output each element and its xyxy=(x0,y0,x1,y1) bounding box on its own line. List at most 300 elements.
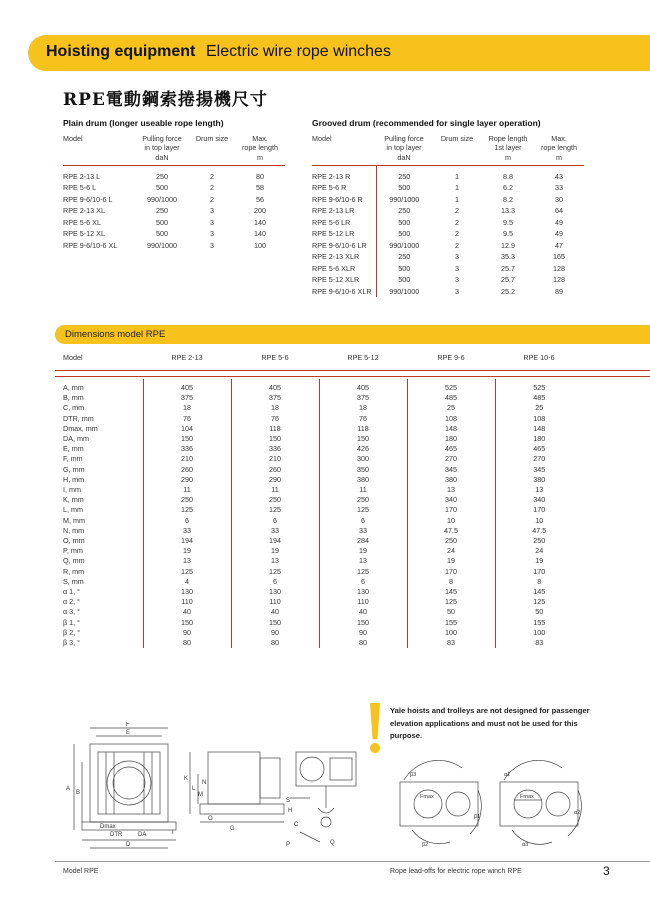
col-header: RPE 2-13 xyxy=(171,353,203,362)
table-cell: 24 xyxy=(535,546,544,556)
table-cell: RPE 9-6/10-6 XL xyxy=(63,240,118,250)
table-cell: E, mm xyxy=(63,444,143,454)
table-cell: RPE 9-6/10-6 L xyxy=(63,194,113,204)
table-row xyxy=(63,205,285,217)
table-cell: RPE 5-6 L xyxy=(63,183,97,193)
table-cell: C, mm xyxy=(63,403,143,413)
table-row xyxy=(63,597,583,607)
table-row xyxy=(63,444,583,454)
table-cell: 140 xyxy=(254,217,266,227)
table-cell: 83 xyxy=(407,638,495,648)
table-cell: 10 xyxy=(535,515,544,525)
col-header: RPE 5-6 xyxy=(261,353,289,362)
table-cell: B, mm xyxy=(63,393,143,403)
table-cell: 170 xyxy=(533,566,546,576)
table-cell: 345 xyxy=(533,464,546,474)
table-cell: 9.5 xyxy=(503,217,513,227)
table-cell: 1 xyxy=(455,171,459,181)
col-header: Model xyxy=(63,134,135,165)
table-cell: 500 xyxy=(398,229,411,239)
table-cell: 40 xyxy=(231,607,319,617)
page-number: 3 xyxy=(603,864,610,878)
table-row xyxy=(63,240,285,252)
table-cell: 375 xyxy=(231,393,319,403)
table-cell: β 3, ° xyxy=(63,638,143,648)
footer-left-caption: Model RPE xyxy=(63,868,99,875)
table-cell: 30 xyxy=(555,194,563,204)
table-cell: RPE 2-13 R xyxy=(312,165,376,182)
table-cell: 375 xyxy=(319,393,407,403)
table-cell: 194 xyxy=(143,536,231,546)
table-cell: 290 xyxy=(231,475,319,485)
table-cell: 2 xyxy=(210,171,214,181)
table-row xyxy=(312,263,584,275)
table-row xyxy=(63,403,583,413)
table-cell: 150 xyxy=(143,434,231,444)
leadoff-label-alpha1: α1 xyxy=(504,772,511,778)
table-cell: 210 xyxy=(231,454,319,464)
col-header: RPE 10-6 xyxy=(523,353,555,362)
table-cell: G, mm xyxy=(63,465,143,475)
table-cell: 33 xyxy=(319,526,407,536)
table-cell: 47 xyxy=(555,240,563,250)
chinese-title: RPE電動鋼索捲揚機尺寸 xyxy=(63,90,268,110)
drawing-label-o: O xyxy=(208,816,213,822)
table-cell: 145 xyxy=(533,587,546,597)
table-cell: 465 xyxy=(407,444,495,454)
footer-right-caption: Rope lead-offs for electric rope winch RPE xyxy=(390,868,522,875)
table-cell: 500 xyxy=(398,217,411,227)
table-cell: 8 xyxy=(407,577,495,587)
table-cell: 125 xyxy=(143,505,231,515)
table-cell: 49 xyxy=(555,217,563,227)
col-header: Drum size xyxy=(432,134,482,165)
table-cell: 13.3 xyxy=(501,206,515,216)
table-cell: 125 xyxy=(319,505,407,515)
table-cell: DTR, mm xyxy=(63,414,143,424)
table-cell: 150 xyxy=(231,618,319,628)
table-row xyxy=(63,424,583,434)
table-cell: S, mm xyxy=(63,577,143,587)
table-cell: 260 xyxy=(231,465,319,475)
table-cell: 83 xyxy=(535,638,544,648)
table-row xyxy=(312,228,584,240)
drawing-label-n: N xyxy=(202,780,207,786)
table-cell: 250 xyxy=(156,171,168,181)
table-cell: 9.5 xyxy=(503,229,513,239)
table-row xyxy=(312,205,584,217)
table-cell: 19 xyxy=(231,546,319,556)
col-header: Max. rope length m xyxy=(235,134,285,165)
table-cell: 250 xyxy=(143,495,231,505)
table-cell: 290 xyxy=(143,475,231,485)
dimensions-header-rule-2 xyxy=(55,376,650,377)
table-cell: 380 xyxy=(533,474,546,484)
table-cell: M, mm xyxy=(63,516,143,526)
table-cell: 13 xyxy=(319,556,407,566)
table-row xyxy=(63,485,583,495)
table-cell: RPE 5-6 LR xyxy=(312,217,376,229)
table-cell: 35.3 xyxy=(501,252,515,262)
table-cell: 128 xyxy=(553,263,565,273)
table-cell: 155 xyxy=(407,618,495,628)
table-cell: 3 xyxy=(210,217,214,227)
table-cell: 194 xyxy=(231,536,319,546)
table-cell: 50 xyxy=(407,607,495,617)
table-row xyxy=(63,556,583,566)
table-cell: 118 xyxy=(231,424,319,434)
table-cell: 76 xyxy=(231,414,319,424)
table-row xyxy=(63,379,583,393)
table-row xyxy=(312,194,584,206)
table-row xyxy=(312,240,584,252)
leadoff-label-fmax-2: Fmax xyxy=(520,794,534,800)
table-row xyxy=(312,274,584,286)
table-cell: 3 xyxy=(455,275,459,285)
table-cell: RPE 5-6 XLR xyxy=(312,263,376,275)
table-cell: 47.5 xyxy=(532,525,547,535)
table-cell: 500 xyxy=(398,263,411,273)
warning-text: Yale hoists and trolleys are not designed for passenger elevation applications and must not be used for this purpose. xyxy=(390,706,590,740)
table-row xyxy=(63,577,583,587)
table-cell: 1 xyxy=(455,183,459,193)
footer-rule xyxy=(55,861,650,862)
table-cell: 110 xyxy=(319,597,407,607)
table-cell: P, mm xyxy=(63,546,143,556)
table-row xyxy=(312,286,584,298)
table-cell: 100 xyxy=(407,628,495,638)
table-cell: 6 xyxy=(231,516,319,526)
table-cell: 100 xyxy=(254,240,266,250)
table-row xyxy=(63,546,583,556)
drawing-label-d: D xyxy=(126,842,131,848)
table-cell: 40 xyxy=(319,607,407,617)
table-row xyxy=(63,182,285,194)
drawing-label-g: G xyxy=(230,826,235,832)
table-cell: 2 xyxy=(210,194,214,204)
leadoff-label-alpha3: α3 xyxy=(522,842,529,848)
table-cell: Dmax, mm xyxy=(63,424,143,434)
table-cell: I, mm xyxy=(63,485,143,495)
table-cell: 2 xyxy=(455,240,459,250)
table-cell: 170 xyxy=(407,505,495,515)
table-cell: RPE 5-6 XL xyxy=(63,217,101,227)
leadoff-label-beta2: β2 xyxy=(422,842,429,848)
header-subtitle: Electric wire rope winches xyxy=(206,43,391,60)
table-cell: 80 xyxy=(256,171,264,181)
drawing-label-h: H xyxy=(288,808,293,814)
table-cell: 380 xyxy=(319,475,407,485)
table-cell: 13 xyxy=(407,485,495,495)
table-row xyxy=(63,465,583,475)
col-header: Pulling force in top layer daN xyxy=(135,134,189,165)
table-cell: 270 xyxy=(533,454,546,464)
table-cell: 24 xyxy=(407,546,495,556)
table-cell: 2 xyxy=(455,206,459,216)
table-cell: 76 xyxy=(319,414,407,424)
table-cell: 180 xyxy=(533,434,546,444)
leadoff-label-beta3: β3 xyxy=(410,772,417,778)
table-cell: 125 xyxy=(231,505,319,515)
table-cell: 8 xyxy=(537,576,542,586)
table-cell: 19 xyxy=(319,546,407,556)
drawing-label-p: P xyxy=(286,842,291,848)
table-cell: RPE 5-12 XLR xyxy=(312,274,376,286)
table-cell: 110 xyxy=(143,597,231,607)
table-cell: α 2, ° xyxy=(63,597,143,607)
table-cell: 340 xyxy=(533,495,546,505)
drawing-label-l: L xyxy=(192,786,196,792)
table-cell: α 1, ° xyxy=(63,587,143,597)
table-cell: 8.8 xyxy=(503,171,513,181)
table-cell: 350 xyxy=(319,465,407,475)
table-cell: 525 xyxy=(407,379,495,393)
table-cell: 165 xyxy=(553,252,565,262)
table-cell: 990/1000 xyxy=(389,240,420,250)
table-cell: 8.2 xyxy=(503,194,513,204)
table-cell: 80 xyxy=(319,638,407,648)
table-row xyxy=(63,628,583,638)
col-header: RPE 5-12 xyxy=(347,353,379,362)
table-cell: 90 xyxy=(231,628,319,638)
table-row xyxy=(63,495,583,505)
table-cell: 380 xyxy=(407,475,495,485)
table-cell: 58 xyxy=(256,183,264,193)
table-cell: 11 xyxy=(231,485,319,495)
table-cell: 19 xyxy=(407,556,495,566)
col-header: Max. rope length m xyxy=(534,134,584,165)
table-cell: 33 xyxy=(555,183,563,193)
table-cell: 2 xyxy=(455,217,459,227)
table-cell: 150 xyxy=(319,434,407,444)
table-cell: β 2, ° xyxy=(63,628,143,638)
table-cell: 485 xyxy=(533,393,546,403)
table-cell: 47.5 xyxy=(407,526,495,536)
table-row xyxy=(312,251,584,263)
table-cell: Q, mm xyxy=(63,556,143,566)
table-row xyxy=(63,434,583,444)
table-cell: 375 xyxy=(143,393,231,403)
table-cell: 25.2 xyxy=(501,286,515,296)
header-band xyxy=(28,35,650,71)
col-header: Drum size xyxy=(189,134,235,165)
table-cell: 33 xyxy=(231,526,319,536)
col-header: RPE 9-6 xyxy=(437,353,465,362)
grooved-drum-table xyxy=(312,134,584,297)
table-cell: 990/1000 xyxy=(389,194,420,204)
table-cell: 340 xyxy=(407,495,495,505)
table-row xyxy=(63,638,583,648)
table-cell: 13 xyxy=(535,485,544,495)
table-cell: 100 xyxy=(533,627,546,637)
table-cell: 64 xyxy=(555,206,563,216)
table-row xyxy=(63,194,285,206)
table-cell: 56 xyxy=(256,194,264,204)
table-row xyxy=(63,536,583,546)
table-cell: 300 xyxy=(319,454,407,464)
table-cell: RPE 9-6/10-6 LR xyxy=(312,240,376,252)
dimensions-table xyxy=(63,353,583,648)
table-cell: 6.2 xyxy=(503,183,513,193)
table-cell: 125 xyxy=(407,597,495,607)
table-cell: 6 xyxy=(231,577,319,587)
table-cell: 990/1000 xyxy=(147,240,177,250)
table-row xyxy=(63,526,583,536)
table-cell: 148 xyxy=(533,423,546,433)
table-cell: 4 xyxy=(143,577,231,587)
table-cell: 405 xyxy=(319,379,407,393)
table-row xyxy=(63,393,583,403)
table-cell: 345 xyxy=(407,465,495,475)
table-cell: 155 xyxy=(533,617,546,627)
table-row xyxy=(63,587,583,597)
table-cell: R, mm xyxy=(63,567,143,577)
table-cell: 284 xyxy=(319,536,407,546)
table-cell: 118 xyxy=(319,424,407,434)
table-cell: 500 xyxy=(156,229,168,239)
drawing-label-k: K xyxy=(184,776,189,782)
table-cell: 250 xyxy=(319,495,407,505)
table-cell: 140 xyxy=(254,229,266,239)
leadoff-label-fmax-1: Fmax xyxy=(420,794,434,800)
table-cell: 3 xyxy=(210,206,214,216)
drawing-label-c: C xyxy=(294,822,299,828)
table-cell: 6 xyxy=(319,577,407,587)
table-cell: 2 xyxy=(210,183,214,193)
table-cell: 170 xyxy=(533,505,546,515)
table-cell: 500 xyxy=(156,183,168,193)
table-cell: 405 xyxy=(143,379,231,393)
table-cell: 500 xyxy=(398,183,411,193)
table-row xyxy=(63,567,583,577)
table-cell: 13 xyxy=(143,556,231,566)
drawing-label-i: I xyxy=(172,830,174,836)
table-cell: 25.7 xyxy=(501,263,515,273)
table-row xyxy=(63,217,285,229)
dimensions-band xyxy=(55,325,650,344)
table-cell: N, mm xyxy=(63,526,143,536)
table-cell: 11 xyxy=(319,485,407,495)
col-header: Pulling force in top layer daN xyxy=(376,134,432,165)
leadoff-label-beta1: β1 xyxy=(474,814,481,820)
table-cell: 89 xyxy=(555,286,563,296)
rope-leadoff-drawing xyxy=(392,760,592,852)
table-cell: 10 xyxy=(407,516,495,526)
table-cell: RPE 2-13 XL xyxy=(63,206,105,216)
table-cell: 6 xyxy=(319,516,407,526)
table-cell: RPE 9-6/10-6 XLR xyxy=(312,286,376,298)
drawing-label-f: F xyxy=(126,722,130,728)
plain-drum-table xyxy=(63,134,285,251)
table-cell: 250 xyxy=(156,206,168,216)
table-cell: 80 xyxy=(231,638,319,648)
drawing-label-dtr: DTR xyxy=(110,832,123,838)
col-header: Model xyxy=(312,134,376,165)
table-cell: 170 xyxy=(407,567,495,577)
table-cell: 500 xyxy=(156,217,168,227)
table-cell: 3 xyxy=(455,252,459,262)
plain-drum-title: Plain drum (longer useable rope length) xyxy=(63,118,224,128)
table-cell: 250 xyxy=(398,252,411,262)
table-cell: α 3, ° xyxy=(63,607,143,617)
table-cell: 210 xyxy=(143,454,231,464)
dimensions-header-rule xyxy=(55,370,650,371)
table-cell: 150 xyxy=(319,618,407,628)
drawing-label-da: DA xyxy=(138,832,147,838)
drawing-label-m: M xyxy=(198,792,203,798)
table-cell: 43 xyxy=(555,171,563,181)
table-cell: RPE 5-12 XL xyxy=(63,229,105,239)
table-cell: 90 xyxy=(143,628,231,638)
table-cell: 260 xyxy=(143,465,231,475)
table-cell: 50 xyxy=(535,607,544,617)
table-cell: 80 xyxy=(143,638,231,648)
table-cell: 12.9 xyxy=(501,240,515,250)
table-row xyxy=(312,165,584,182)
col-header: Rope length 1st layer m xyxy=(482,134,534,165)
table-cell: 250 xyxy=(407,536,495,546)
table-row xyxy=(63,414,583,424)
table-cell: K, mm xyxy=(63,495,143,505)
table-cell: 250 xyxy=(231,495,319,505)
drawing-label-e: E xyxy=(126,730,131,736)
dimensions-title: Dimensions model RPE xyxy=(65,329,166,340)
table-cell: 250 xyxy=(533,536,546,546)
table-cell: L, mm xyxy=(63,505,143,515)
table-cell: 40 xyxy=(143,607,231,617)
table-row xyxy=(63,505,583,515)
table-cell: RPE 2-13 L xyxy=(63,171,101,181)
table-row xyxy=(63,454,583,464)
table-row xyxy=(63,516,583,526)
table-cell: 525 xyxy=(533,383,546,392)
table-cell: 3 xyxy=(455,263,459,273)
table-row xyxy=(63,165,285,182)
col-header: Model xyxy=(63,353,83,362)
header-title: Hoisting equipment xyxy=(46,43,196,60)
table-cell: 990/1000 xyxy=(389,286,420,296)
table-cell: 128 xyxy=(553,275,565,285)
table-cell: O, mm xyxy=(63,536,143,546)
table-cell: 200 xyxy=(254,206,266,216)
table-cell: 104 xyxy=(143,424,231,434)
table-cell: 76 xyxy=(143,414,231,424)
table-cell: 148 xyxy=(407,424,495,434)
table-row xyxy=(63,475,583,485)
drawing-label-dmax: Dmax xyxy=(100,824,116,830)
drawing-label-a: A xyxy=(66,786,71,792)
table-cell: 19 xyxy=(143,546,231,556)
table-row xyxy=(312,217,584,229)
table-cell: 145 xyxy=(407,587,495,597)
table-cell: 270 xyxy=(407,454,495,464)
table-cell: RPE 5-12 LR xyxy=(312,228,376,240)
table-cell: A, mm xyxy=(63,379,143,393)
grooved-drum-title: Grooved drum (recommended for single layer operation) xyxy=(312,118,541,128)
table-cell: 49 xyxy=(555,229,563,239)
table-cell: 108 xyxy=(407,414,495,424)
table-cell: 1 xyxy=(455,194,459,204)
drawing-label-q: Q xyxy=(330,840,335,846)
table-cell: 990/1000 xyxy=(147,194,177,204)
table-cell: RPE 2-13 XLR xyxy=(312,251,376,263)
table-cell: 150 xyxy=(231,434,319,444)
table-cell: F, mm xyxy=(63,454,143,464)
table-cell: 6 xyxy=(143,516,231,526)
drawing-label-s: S xyxy=(286,798,291,804)
table-row xyxy=(312,182,584,194)
table-cell: 130 xyxy=(319,587,407,597)
